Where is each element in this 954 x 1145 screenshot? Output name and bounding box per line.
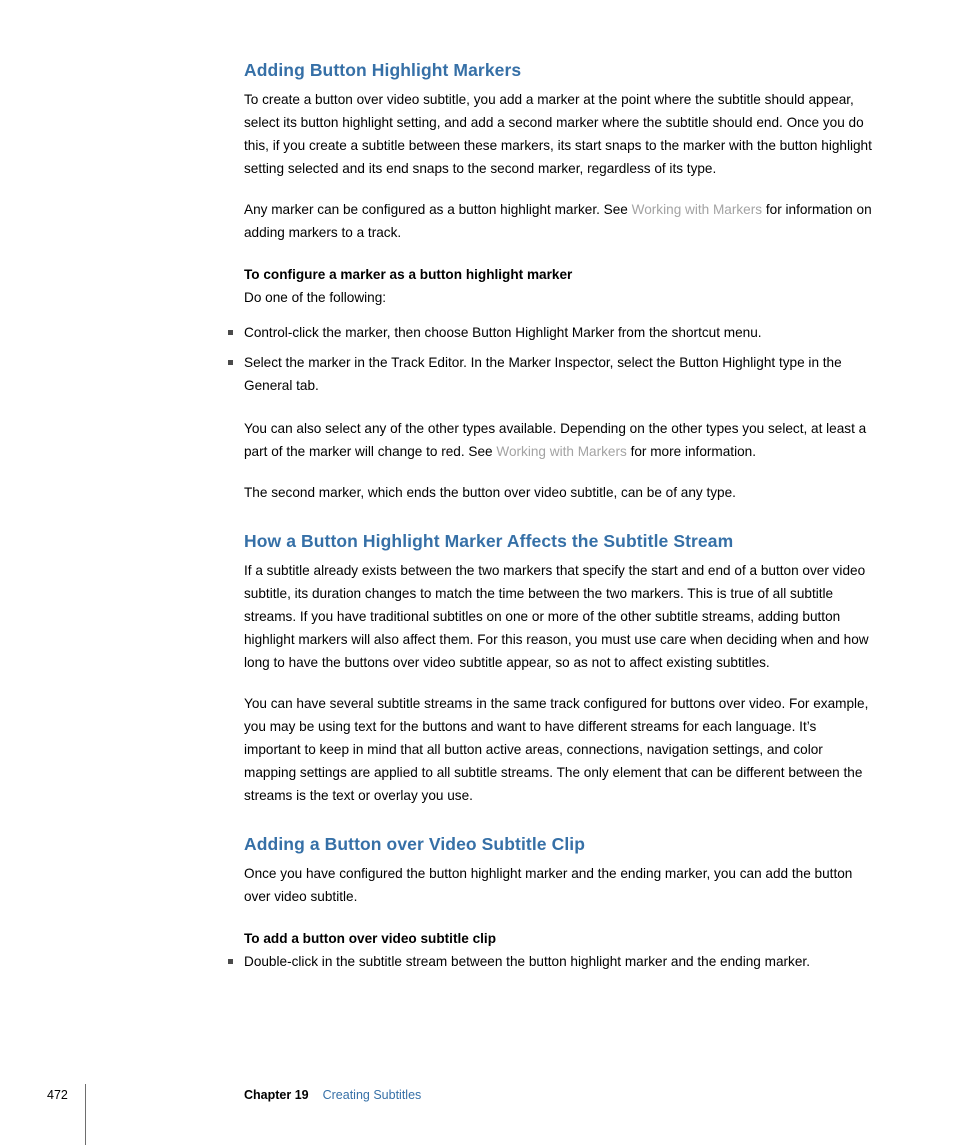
working-with-markers-link[interactable]: Working with Markers	[496, 444, 627, 459]
section-heading-adding-button-over-video-subtitle-clip: Adding a Button over Video Subtitle Clip	[244, 834, 586, 854]
page-number: 472	[47, 1088, 68, 1102]
square-bullet-icon	[228, 360, 233, 365]
task-heading: To add a button over video subtitle clip	[244, 931, 497, 946]
footer-divider	[85, 1084, 86, 1145]
page-content	[244, 60, 876, 993]
task-intro: Do one of the following:	[244, 290, 387, 305]
paragraph-with-link	[244, 198, 876, 244]
paragraph-text: Any marker can be configured as a button highlight marker. See	[244, 202, 632, 217]
list-item	[228, 351, 876, 397]
paragraph: If a subtitle already exists between the two markers that specify the start and end of a button over video subtitle, its duration changes to match the time between the two markers. This is true of all subtitle streams. If you have traditional subtitles on one or more of the other subtitle streams, adding button highlight markers will also affect them. For this reason, you must use care when deciding when and how long to have the buttons over video subtitle appear, so as not to affect existing subtitles.	[244, 563, 869, 670]
chapter-label: Chapter 19	[244, 1088, 309, 1102]
section-heading-how-marker-affects-subtitle-stream: How a Button Highlight Marker Affects the Subtitle Stream	[244, 531, 734, 551]
task-heading: To configure a marker as a button highlight marker	[244, 267, 573, 282]
footer	[244, 1088, 421, 1102]
paragraph-text: You can also select any of the other types available. Depending on the other types you select, at least a part of the marker will change to red. See	[244, 421, 867, 459]
paragraph-with-link	[244, 417, 876, 463]
list-item	[228, 950, 876, 973]
square-bullet-icon	[228, 959, 233, 964]
paragraph: Once you have configured the button highlight marker and the ending marker, you can add the button over video subtitle.	[244, 866, 853, 904]
paragraph: The second marker, which ends the button over video subtitle, can be of any type.	[244, 485, 736, 500]
bullet-list	[244, 321, 876, 397]
paragraph: You can have several subtitle streams in the same track configured for buttons over video. For example, you may be using text for the buttons and want to have different streams for each language. It’s important to keep in mind that all button active areas, connections, navigation settings, and color mapping settings are applied to all subtitle streams. The only element that can be different between the streams is the text or overlay you use.	[244, 696, 869, 803]
list-item-text: Control-click the marker, then choose Button Highlight Marker from the shortcut menu.	[244, 325, 762, 340]
paragraph-text: for information on adding markers to a track.	[244, 202, 872, 240]
paragraph: To create a button over video subtitle, you add a marker at the point where the subtitle should appear, select its button highlight setting, and add a second marker where the subtitle should end. Once you do this, if you create a subtitle between these markers, its start snaps to the marker with the button highlight setting selected and its end snaps to the second marker, regardless of its type.	[244, 92, 872, 176]
list-item-text: Select the marker in the Track Editor. In the Marker Inspector, select the Button Highlight type in the General tab.	[244, 355, 842, 393]
paragraph-text: for more information.	[626, 444, 756, 459]
list-item-text: Double-click in the subtitle stream between the button highlight marker and the ending marker.	[244, 954, 810, 969]
section-heading-adding-button-highlight-markers: Adding Button Highlight Markers	[244, 60, 522, 80]
list-item	[228, 321, 876, 344]
working-with-markers-link[interactable]: Working with Markers	[631, 202, 763, 217]
square-bullet-icon	[228, 330, 233, 335]
chapter-title-link[interactable]: Creating Subtitles	[322, 1088, 422, 1102]
bullet-list	[244, 950, 876, 973]
